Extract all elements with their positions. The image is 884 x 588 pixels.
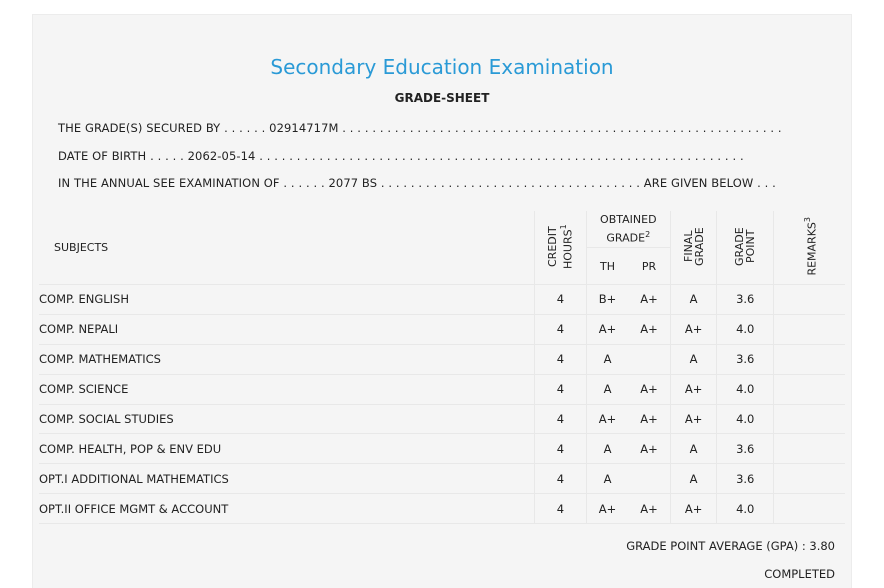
grade-point: 3.6 [717,285,774,315]
subject-name: COMP. HEALTH, POP & ENV EDU [39,434,535,464]
credit-hours: 4 [535,434,587,464]
table-row [39,314,845,344]
grade-sheet [32,14,852,588]
dob-line: DATE OF BIRTH . . . . . 2062-05-14 . . . . . . . . . . . . . . . . . . . . . . . . . . . . . . . . . . . . . . . . . . . . . . . . . . . . . . . . . . . . . . . . . [58,149,744,163]
grade-point: 4.0 [717,404,774,434]
table-row [39,494,845,524]
credit-hours: 4 [535,494,587,524]
credit-hours: 4 [535,344,587,374]
credit-hours-header: CREDIT HOURS$^1$ [535,211,587,285]
pr-grade [628,344,670,374]
remarks [774,374,845,404]
pr-grade: A+ [628,285,670,315]
obtained-grade-header: OBTAINED GRADE$^2$ [586,211,670,248]
remarks [774,285,845,315]
final-grade: A [670,285,717,315]
pr-grade: A+ [628,434,670,464]
th-grade: A [586,374,628,404]
final-grade: A+ [670,404,717,434]
table-row [39,464,845,494]
final-grade: A+ [670,494,717,524]
table-row [39,285,845,315]
credit-hours: 4 [535,314,587,344]
final-grade: A [670,464,717,494]
exam-label: IN THE ANNUAL SEE EXAMINATION OF [58,176,280,190]
final-grade: A+ [670,314,717,344]
grade-point: 4.0 [717,374,774,404]
gpa-label: GRADE POINT AVERAGE (GPA) : [626,539,806,553]
subject-name: COMP. SCIENCE [39,374,535,404]
result-status: COMPLETED [764,567,835,581]
secured-by-line: THE GRADE(S) SECURED BY . . . . . . 02914717M . . . . . . . . . . . . . . . . . . . . . . . . . . . . . . . . . . . . . . . . . . . . . . . . . . . . . . . . . . . [58,121,782,135]
grade-point: 3.6 [717,434,774,464]
th-grade: A+ [586,404,628,434]
grade-sheet-heading: GRADE-SHEET [394,91,490,105]
remarks [774,404,845,434]
th-grade: A+ [586,314,628,344]
dob-value: 2062-05-14 [187,149,256,163]
th-grade: A+ [586,494,628,524]
remarks [774,434,845,464]
pr-grade: A+ [628,494,670,524]
credit-hours: 4 [535,404,587,434]
final-grade-header: FINAL GRADE [670,211,717,285]
credit-hours: 4 [535,464,587,494]
exam-line: IN THE ANNUAL SEE EXAMINATION OF . . . . . . 2077 BS . . . . . . . . . . . . . . . . . . . . . . . . . . . . . . . . . . . ARE GIVEN BELOW . . . [58,176,776,190]
remarks-header: REMARKS$^3$ [774,211,845,285]
pr-grade: A+ [628,374,670,404]
th-grade: A [586,464,628,494]
gpa-value: 3.80 [809,539,835,553]
th-grade: B+ [586,285,628,315]
remarks [774,464,845,494]
credit-hours: 4 [535,285,587,315]
pr-grade: A+ [628,404,670,434]
remarks [774,344,845,374]
grade-point: 4.0 [717,494,774,524]
final-grade: A [670,434,717,464]
credit-hours: 4 [535,374,587,404]
dob-label: DATE OF BIRTH [58,149,147,163]
final-grade: A [670,344,717,374]
gpa-line [626,539,835,553]
exam-title: Secondary Education Examination [270,55,614,79]
subject-name: COMP. ENGLISH [39,285,535,315]
grade-point: 3.6 [717,464,774,494]
secured-by-label: THE GRADE(S) SECURED BY [58,121,221,135]
subject-name: COMP. NEPALI [39,314,535,344]
subject-name: OPT.II OFFICE MGMT & ACCOUNT [39,494,535,524]
grade-point-header: GRADE POINT [717,211,774,285]
th-grade: A [586,434,628,464]
table-row [39,404,845,434]
pr-grade [628,464,670,494]
grade-point: 3.6 [717,344,774,374]
th-grade: A [586,344,628,374]
th-header: TH [586,248,628,285]
subject-name: COMP. SOCIAL STUDIES [39,404,535,434]
subject-name: OPT.I ADDITIONAL MATHEMATICS [39,464,535,494]
final-grade: A+ [670,374,717,404]
table-row [39,344,845,374]
table-row [39,374,845,404]
given-below-text: ARE GIVEN BELOW . . . [643,176,776,190]
remarks [774,494,845,524]
remarks [774,314,845,344]
subjects-header: SUBJECTS [39,211,535,285]
pr-grade: A+ [628,314,670,344]
pr-header: PR [628,248,670,285]
subject-name: COMP. MATHEMATICS [39,344,535,374]
exam-year: 2077 BS [328,176,378,190]
symbol-number: 02914717M [269,121,339,135]
grade-point: 4.0 [717,314,774,344]
grades-table [39,211,845,524]
table-row [39,434,845,464]
